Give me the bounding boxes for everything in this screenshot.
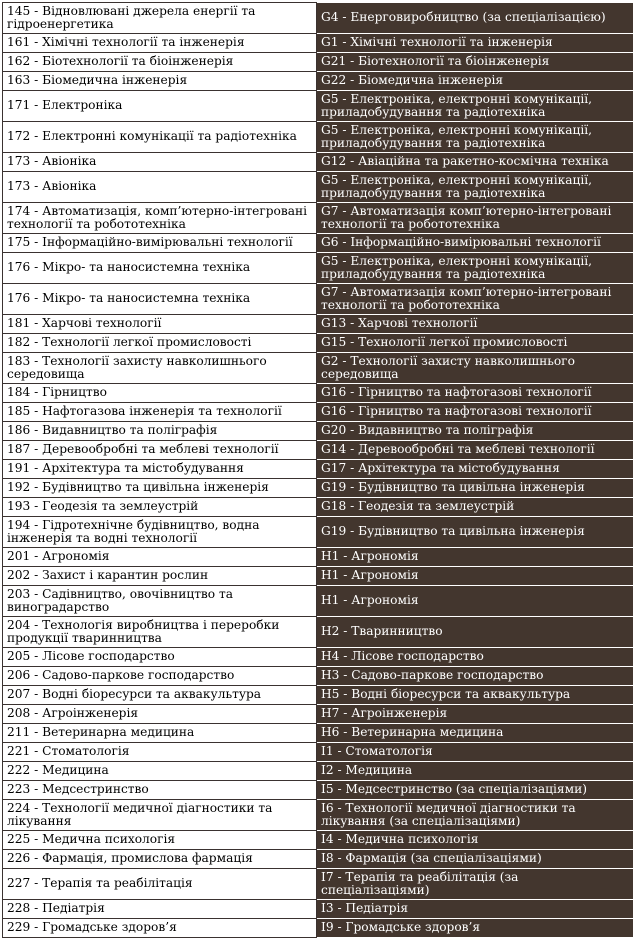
table-row — [3, 384, 634, 403]
old-specialty-cell: 203 - Садівництво, овочівництво та виноградарство — [3, 586, 317, 617]
old-specialty-cell: 208 - Агроінженерія — [3, 705, 317, 724]
table-body — [3, 3, 634, 938]
table-row — [3, 831, 634, 850]
new-specialty-cell: G19 - Будівництво та цивільна інженерія — [317, 479, 634, 498]
old-specialty-cell: 223 - Медсестринство — [3, 781, 317, 800]
new-specialty-cell: G16 - Гірництво та нафтогазові технології — [317, 403, 634, 422]
table-row — [3, 34, 634, 53]
table-row — [3, 667, 634, 686]
new-specialty-cell: G17 - Архітектура та містобудування — [317, 460, 634, 479]
table-row — [3, 460, 634, 479]
new-specialty-cell: H4 - Лісове господарство — [317, 648, 634, 667]
old-specialty-cell: 187 - Деревообробні та меблеві технології — [3, 441, 317, 460]
new-specialty-cell: G5 - Електроніка, електронні комунікації, приладобудування та радіотехніка — [317, 91, 634, 122]
new-specialty-cell: G21 - Біотехнології та біоінженерія — [317, 53, 634, 72]
table-row — [3, 3, 634, 34]
old-specialty-cell: 176 - Мікро- та наносистемна техніка — [3, 253, 317, 284]
new-specialty-cell: I8 - Фармація (за спеціалізаціями) — [317, 850, 634, 869]
table-row — [3, 705, 634, 724]
table-row — [3, 403, 634, 422]
new-specialty-cell: G1 - Хімічні технології та інженерія — [317, 34, 634, 53]
table-row — [3, 172, 634, 203]
specialty-mapping-table — [2, 2, 634, 938]
new-specialty-cell: I7 - Терапія та реабілітація (за спеціалізаціями) — [317, 869, 634, 900]
table-row — [3, 850, 634, 869]
old-specialty-cell: 173 - Авіоніка — [3, 172, 317, 203]
table-row — [3, 315, 634, 334]
table-row — [3, 762, 634, 781]
new-specialty-cell: G12 - Авіаційна та ракетно-космічна техніка — [317, 153, 634, 172]
table-row — [3, 53, 634, 72]
table-row — [3, 743, 634, 762]
new-specialty-cell: G14 - Деревообробні та меблеві технології — [317, 441, 634, 460]
new-specialty-cell: H2 - Тваринництво — [317, 617, 634, 648]
table-row — [3, 869, 634, 900]
old-specialty-cell: 173 - Авіоніка — [3, 153, 317, 172]
new-specialty-cell: G6 - Інформаційно-вимірювальні технології — [317, 234, 634, 253]
old-specialty-cell: 182 - Технології легкої промисловості — [3, 334, 317, 353]
table-row — [3, 919, 634, 938]
old-specialty-cell: 222 - Медицина — [3, 762, 317, 781]
table-row — [3, 72, 634, 91]
old-specialty-cell: 176 - Мікро- та наносистемна техніка — [3, 284, 317, 315]
old-specialty-cell: 175 - Інформаційно-вимірювальні технології — [3, 234, 317, 253]
new-specialty-cell: H1 - Агрономія — [317, 567, 634, 586]
new-specialty-cell: G5 - Електроніка, електронні комунікації, приладобудування та радіотехніка — [317, 122, 634, 153]
old-specialty-cell: 193 - Геодезія та землеустрій — [3, 498, 317, 517]
new-specialty-cell: G20 - Видавництво та поліграфія — [317, 422, 634, 441]
table-row — [3, 781, 634, 800]
table-row — [3, 498, 634, 517]
table-row — [3, 441, 634, 460]
old-specialty-cell: 224 - Технології медичної діагностики та лікування — [3, 800, 317, 831]
new-specialty-cell: G5 - Електроніка, електронні комунікації, приладобудування та радіотехніка — [317, 172, 634, 203]
old-specialty-cell: 162 - Біотехнології та біоінженерія — [3, 53, 317, 72]
specialty-mapping-table-wrap — [2, 2, 633, 938]
new-specialty-cell: H1 - Агрономія — [317, 586, 634, 617]
old-specialty-cell: 226 - Фармація, промислова фармація — [3, 850, 317, 869]
table-row — [3, 234, 634, 253]
new-specialty-cell: H7 - Агроінженерія — [317, 705, 634, 724]
new-specialty-cell: G2 - Технології захисту навколишнього середовища — [317, 353, 634, 384]
old-specialty-cell: 206 - Садово-паркове господарство — [3, 667, 317, 686]
table-row — [3, 422, 634, 441]
new-specialty-cell: I3 - Педіатрія — [317, 900, 634, 919]
new-specialty-cell: I5 - Медсестринство (за спеціалізаціями) — [317, 781, 634, 800]
table-row — [3, 648, 634, 667]
old-specialty-cell: 181 - Харчові технології — [3, 315, 317, 334]
old-specialty-cell: 194 - Гідротехнічне будівництво, водна інженерія та водні технології — [3, 517, 317, 548]
table-row — [3, 203, 634, 234]
new-specialty-cell: G7 - Автоматизація комп’ютерно-інтегровані технології та робототехніка — [317, 284, 634, 315]
table-row — [3, 724, 634, 743]
table-row — [3, 686, 634, 705]
new-specialty-cell: G4 - Енерговиробництво (за спеціалізацією) — [317, 3, 634, 34]
table-row — [3, 567, 634, 586]
old-specialty-cell: 184 - Гірництво — [3, 384, 317, 403]
old-specialty-cell: 186 - Видавництво та поліграфія — [3, 422, 317, 441]
new-specialty-cell: G15 - Технології легкої промисловості — [317, 334, 634, 353]
table-row — [3, 253, 634, 284]
new-specialty-cell: G18 - Геодезія та землеустрій — [317, 498, 634, 517]
old-specialty-cell: 191 - Архітектура та містобудування — [3, 460, 317, 479]
new-specialty-cell: H1 - Агрономія — [317, 548, 634, 567]
old-specialty-cell: 211 - Ветеринарна медицина — [3, 724, 317, 743]
new-specialty-cell: G7 - Автоматизація комп’ютерно-інтегровані технології та робототехніка — [317, 203, 634, 234]
old-specialty-cell: 174 - Автоматизація, комп’ютерно-інтегровані технології та робототехніка — [3, 203, 317, 234]
table-row — [3, 353, 634, 384]
new-specialty-cell: I1 - Стоматологія — [317, 743, 634, 762]
old-specialty-cell: 185 - Нафтогазова інженерія та технології — [3, 403, 317, 422]
table-row — [3, 479, 634, 498]
old-specialty-cell: 183 - Технології захисту навколишнього середовища — [3, 353, 317, 384]
new-specialty-cell: I6 - Технології медичної діагностики та лікування (за спеціалізаціями) — [317, 800, 634, 831]
new-specialty-cell: I2 - Медицина — [317, 762, 634, 781]
table-row — [3, 517, 634, 548]
table-row — [3, 122, 634, 153]
old-specialty-cell: 192 - Будівництво та цивільна інженерія — [3, 479, 317, 498]
old-specialty-cell: 171 - Електроніка — [3, 91, 317, 122]
old-specialty-cell: 163 - Біомедична інженерія — [3, 72, 317, 91]
old-specialty-cell: 161 - Хімічні технології та інженерія — [3, 34, 317, 53]
old-specialty-cell: 172 - Електронні комунікації та радіотехніка — [3, 122, 317, 153]
old-specialty-cell: 207 - Водні біоресурси та аквакультура — [3, 686, 317, 705]
new-specialty-cell: G19 - Будівництво та цивільна інженерія — [317, 517, 634, 548]
table-row — [3, 548, 634, 567]
old-specialty-cell: 205 - Лісове господарство — [3, 648, 317, 667]
table-row — [3, 900, 634, 919]
table-row — [3, 586, 634, 617]
table-row — [3, 800, 634, 831]
old-specialty-cell: 204 - Технологія виробництва і переробки продукції тваринництва — [3, 617, 317, 648]
old-specialty-cell: 145 - Відновлювані джерела енергії та гідроенергетика — [3, 3, 317, 34]
new-specialty-cell: I4 - Медична психологія — [317, 831, 634, 850]
new-specialty-cell: I9 - Громадське здоров’я — [317, 919, 634, 938]
table-row — [3, 334, 634, 353]
new-specialty-cell: H3 - Садово-паркове господарство — [317, 667, 634, 686]
old-specialty-cell: 201 - Агрономія — [3, 548, 317, 567]
new-specialty-cell: H6 - Ветеринарна медицина — [317, 724, 634, 743]
new-specialty-cell: G22 - Біомедична інженерія — [317, 72, 634, 91]
new-specialty-cell: G13 - Харчові технології — [317, 315, 634, 334]
table-row — [3, 91, 634, 122]
table-row — [3, 617, 634, 648]
new-specialty-cell: H5 - Водні біоресурси та аквакультура — [317, 686, 634, 705]
old-specialty-cell: 221 - Стоматологія — [3, 743, 317, 762]
new-specialty-cell: G5 - Електроніка, електронні комунікації, приладобудування та радіотехніка — [317, 253, 634, 284]
old-specialty-cell: 229 - Громадське здоров’я — [3, 919, 317, 938]
table-row — [3, 153, 634, 172]
old-specialty-cell: 227 - Терапія та реабілітація — [3, 869, 317, 900]
table-row — [3, 284, 634, 315]
new-specialty-cell: G16 - Гірництво та нафтогазові технології — [317, 384, 634, 403]
old-specialty-cell: 202 - Захист і карантин рослин — [3, 567, 317, 586]
old-specialty-cell: 228 - Педіатрія — [3, 900, 317, 919]
old-specialty-cell: 225 - Медична психологія — [3, 831, 317, 850]
